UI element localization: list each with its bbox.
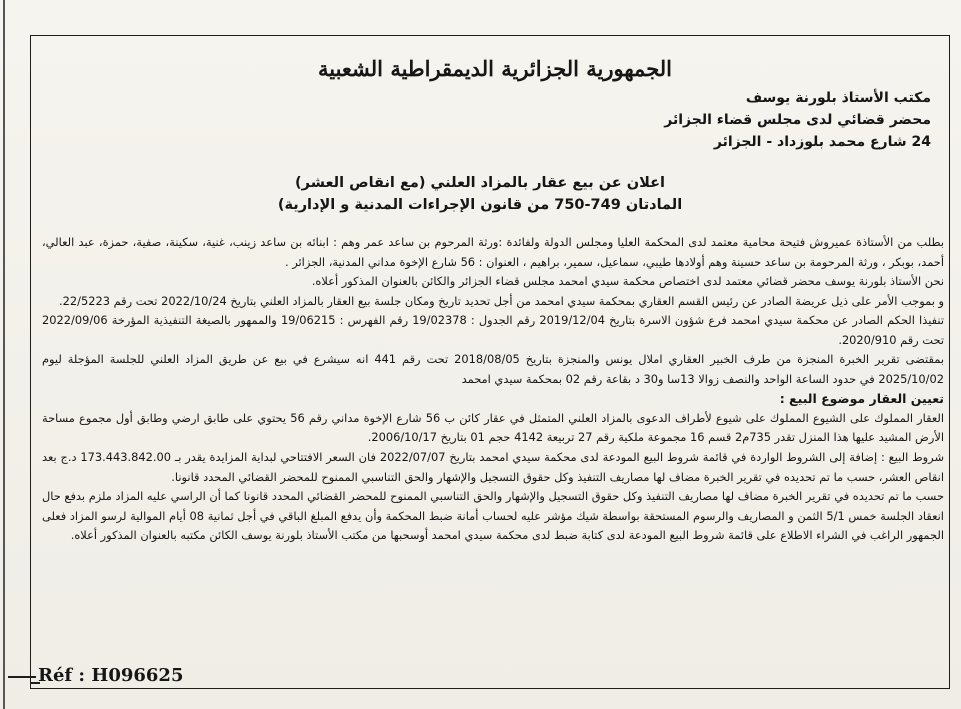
- office-role: محضر قضائي لدى مجلس قضاء الجزائر: [664, 112, 931, 128]
- body-paragraph-conditions: شروط البيع : إضافة إلى الشروط الواردة في قائمة شروط البيع المودعة لدى محكمة سيدي امحمد بتاريخ 2022/07/07 فان السعر الافتتاحي لبداية المزايدة يقدر بـ 173.443.842.00 د.ج بعد انقاص العشر، حسب ما تم تحديده في تقرير الخبرة مضاف لها مصاريف التنفيذ وكل حقوق التسجيل والإشهار والحق التناسبي الممنوح للمحضر القضائي المحدد قانونا.: [42, 450, 944, 484]
- body-paragraph-payment: حسب ما تم تحديده في تقرير الخبرة مضاف لها مصاريف التنفيذ وكل حقوق التسجيل والإشهار والحق التناسبي الممنوح للمحضر القضائي المحدد قانونا كما أن الراسي عليه المزاد ملزم بدفع حال انعقاد الجلسة خمس 5/1 الثمن و المصاريف والرسوم المستحقة بواسطة شيك مؤشر عليه لحساب أمانة ضبط المحكمة وأن يدفع المبلغ الباقي في أجل ثمانية 08 أيام الموالية لرسو المزاد فعلى الجمهور الراغب في الشراء الاطلاع على قائمة شروط البيع المودعة لدى كتابة ضبط لدى محكمة سيدي امحمد أوسحبها من مكتب الأستاذ بلورنة يوسف الكائن مكتبه بالعنوان المذكور أعلاه.: [42, 489, 944, 543]
- office-address: 24 شارع محمد بلوزداد - الجزائر: [713, 134, 931, 150]
- reference-code: Réf : H096625: [38, 665, 184, 686]
- notice-title: اعلان عن بيع عقار بالمزاد العلني (مع انقاص العشر): [295, 175, 665, 191]
- office-name: مكتب الأستاذ بلورنة يوسف: [745, 90, 931, 106]
- notice-subtitle: المادتان 749-750 من قانون الإجراءات المدنية و الإدارية): [277, 197, 683, 213]
- section-heading-property: تعيين العقار موضوع البيع :: [779, 391, 944, 407]
- body-paragraph-expertise: بمقتضى تقرير الخبرة المنجزة من طرف الخبير العقاري املال يونس والمنجزة بتاريخ 2018/08/05 تحت رقم 441 انه سيشرع في بيع عن طريق المزاد العلني للجلسة المؤجلة ليوم 2025/10/02 في حدود الساعة الواحد والنصف زوالا 13سا و30 د بقاعة رقم 02 بمحكمة سيدي امحمد: [42, 352, 944, 386]
- body-paragraph-requester: بطلب من الأستاذة عميروش فتيحة محامية معتمد لدى المحكمة العليا ومجلس الدولة ولفائدة :ورثة المرحوم بن ساعد عمر وهم : ابنائه بن ساعد زينب، غنية، سكينة، صفية، حمزة، عبد العالي، أحمد، بوبكر ، ورثة المرحومة بن ساعد حسينة وهم أولادها طيبي، سماعيل، سمير، براهيم ، العنوان : 56 شارع الإخوة مداني المدنية، الجزائر .: [42, 235, 944, 269]
- reference-dash: [8, 676, 36, 678]
- body-paragraph-order: و بموجب الأمر على ذيل عريضة الصادر عن رئيس القسم العقاري بمحكمة سيدي امحمد من أجل تحديد تاريخ ومكان جلسة بيع العقار بالمزاد العلني بتاريخ 2022/10/24 تحت رقم 22/5223.: [59, 293, 944, 308]
- body-paragraph-bailiff: نحن الأستاذ بلورنة يوسف محضر قضائي معتمد لدى اختصاص محكمة سيدي امحمد مجلس قضاء الجزائر والكائن بالعنوان المذكور أعلاه.: [311, 274, 944, 289]
- notice-body: [42, 233, 944, 546]
- notice-title-block: [200, 172, 760, 216]
- body-paragraph-property: العقار المملوك على الشيوع المملوك على شيوع لأطراف الدعوى بالمزاد العلني المتمثل في عقار كائن ب 56 شارع الإخوة مداني رقم 56 يحتوي على طابق ارضي وطابق أول مجموع مساحة الأرض المشيد عليها هذا المنزل تقدر 735م2 قسم 16 مجموعة ملكية رقم 27 تربيعة 4142 حجم 01 بتاريخ 2006/10/17.: [42, 410, 945, 445]
- republic-headline: الجمهورية الجزائرية الديمقراطية الشعبية: [317, 56, 672, 81]
- body-paragraph-judgment: تنفيذا الحكم الصادر عن محكمة سيدي امحمد فرع شؤون الاسرة بتاريخ 2019/12/04 رقم الجدول : 19/02378 رقم الفهرس : 19/06215 والممهور بالصيغة التنفيذية المؤرخة 2022/09/06 تحت رقم 2020/910.: [42, 313, 944, 347]
- page-edge-line: [3, 0, 5, 709]
- bailiff-office-block: [371, 87, 931, 153]
